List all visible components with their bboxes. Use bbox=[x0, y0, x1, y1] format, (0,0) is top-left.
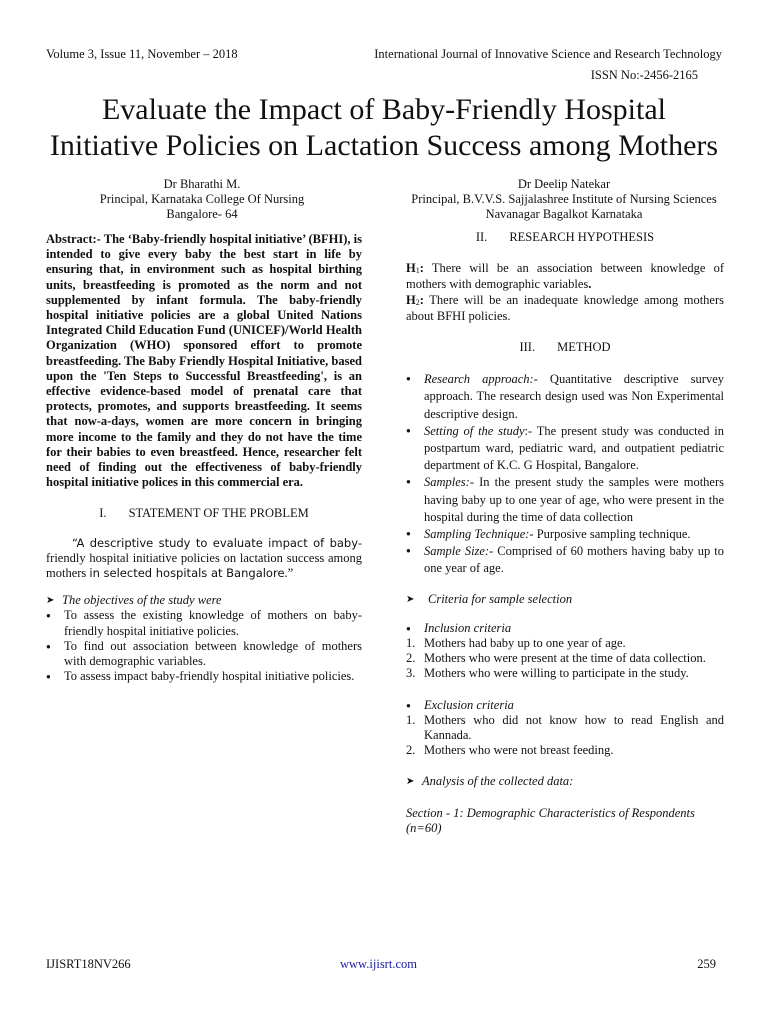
exclusion-heading: ● Exclusion criteria bbox=[406, 698, 724, 713]
left-column bbox=[46, 232, 362, 684]
section-heading-method: III. METHOD bbox=[519, 340, 611, 355]
analysis-heading: ➤ Analysis of the collected data: bbox=[406, 774, 574, 789]
author-2 bbox=[405, 177, 723, 222]
author-1 bbox=[46, 177, 358, 222]
exclusion-list bbox=[406, 713, 724, 759]
list-item: ● Setting of the study:- The present study was conducted in postpartum ward, pediatric ward, and outpatient pediatric department of K.C. G Hospital, Bangalore. bbox=[406, 423, 724, 475]
inclusion-heading: ● Inclusion criteria bbox=[406, 621, 724, 636]
list-item: ● To assess impact baby-friendly hospital initiative policies. bbox=[46, 669, 362, 684]
section-heading-hypothesis: II. RESEARCH HYPOTHESIS bbox=[475, 230, 655, 244]
list-item: ● Sampling Technique:- Purposive sampling technique. bbox=[406, 526, 724, 543]
list-item: 2. Mothers who were not breast feeding. bbox=[406, 743, 614, 758]
author-name: Dr Deelip Natekar bbox=[517, 177, 611, 191]
author-place: Bangalore- 64 bbox=[166, 207, 238, 221]
list-item: ● Research approach:- Quantitative descriptive survey approach. The research design used was Non Experimental descriptive design. bbox=[406, 371, 724, 423]
issn: ISSN No:-2456-2165 bbox=[590, 68, 698, 82]
abstract bbox=[46, 232, 362, 490]
inclusion-list bbox=[406, 636, 724, 682]
method-list bbox=[406, 371, 724, 577]
hypothesis-2: $H_2$: There will be an inadequate knowledge among mothers about BFHI policies. bbox=[406, 292, 724, 323]
section-caption: Section - 1: Demographic Characteristics of Respondents (n=60) bbox=[406, 805, 695, 835]
article-id: IJISRT18NV266 bbox=[46, 957, 131, 971]
arrow-bullet-icon: ➤ bbox=[46, 595, 55, 607]
list-item: 1. Mothers who did not know how to read English and Kannada. bbox=[406, 712, 724, 743]
list-item: 1. Mothers had baby up to one year of age. bbox=[406, 636, 626, 651]
problem-statement: “A descriptive study to evaluate impact of baby-friendly hospital initiative policies on lactation success among mothers in selected hospitals at Bangalore.” bbox=[46, 535, 362, 581]
arrow-bullet-icon: ➤ bbox=[406, 593, 415, 605]
objectives-heading: ➤ The objectives of the study were bbox=[46, 593, 222, 608]
list-item: 2. Mothers who were present at the time of data collection. bbox=[406, 651, 706, 666]
list-item: ● Sample Size:- Comprised of 60 mothers having baby up to one year of age. bbox=[406, 543, 724, 577]
author-place: Navanagar Bagalkot Karnataka bbox=[485, 207, 643, 221]
volume-info: Volume 3, Issue 11, November – 2018 bbox=[46, 47, 238, 61]
journal-name: International Journal of Innovative Science and Research Technology bbox=[374, 47, 722, 61]
paper-title bbox=[30, 92, 738, 164]
section-heading-problem: I. STATEMENT OF THE PROBLEM bbox=[99, 506, 309, 521]
list-item: ● To find out association between knowledge of mothers with demographic variables. bbox=[46, 639, 362, 669]
list-item: ● Samples:- In the present study the samples were mothers having baby up to one year of age, who were present in the hospital during the time of data collection bbox=[406, 474, 724, 526]
arrow-bullet-icon: ➤ bbox=[406, 776, 415, 788]
abstract-text: The ‘Baby-friendly hospital initiative’ (BFHI), is intended to give every baby the best start in life by ensuring that, in environment such as hospital birthing units, breastfeeding is promoted as the norm and not supplemented by infant formula. The baby-friendly hospital initiative policies are a global United Nations Integrated Child Education Fund (UNICEF)/World Health Organization (WHO) sponsored effort to promote breastfeeding. The Baby Friendly Hospital Initiative, based upon the 'Ten Steps to Successful Breastfeeding', is an effective evidence-based model of prenatal care that protects, promotes, and supports breastfeeding. It seems that now-a-days, women are more concern in bringing more income to the family and they do not have the time for their babies to even breastfeed. Hence, researcher felt need of finding out the effectiveness of baby-friendly hospital initiative polices in this commercial era. bbox=[46, 232, 362, 490]
page-number: 259 bbox=[697, 957, 716, 971]
journal-website-link[interactable]: www.ijisrt.com bbox=[340, 957, 417, 971]
right-column bbox=[406, 230, 724, 836]
author-affiliation: Principal, B.V.V.S. Sajjalashree Institute of Nursing Sciences bbox=[411, 192, 717, 206]
abstract-label: Abstract:- bbox=[46, 232, 104, 246]
author-name: Dr Bharathi M. bbox=[163, 177, 241, 191]
author-affiliation: Principal, Karnataka College Of Nursing bbox=[99, 192, 305, 206]
title-line-2: Initiative Policies on Lactation Success among Mothers bbox=[49, 129, 719, 162]
objectives-list bbox=[46, 608, 362, 684]
list-item: 3. Mothers who were willing to participate in the study. bbox=[406, 666, 689, 681]
criteria-heading: ➤ Criteria for sample selection bbox=[406, 591, 573, 606]
list-item: ● To assess the existing knowledge of mothers on baby-friendly hospital initiative policies. bbox=[46, 608, 362, 638]
hypothesis-1: $H_1$: There will be an association between knowledge of mothers with demographic variables. bbox=[406, 261, 724, 292]
title-line-1: Evaluate the Impact of Baby-Friendly Hospital bbox=[101, 93, 666, 126]
